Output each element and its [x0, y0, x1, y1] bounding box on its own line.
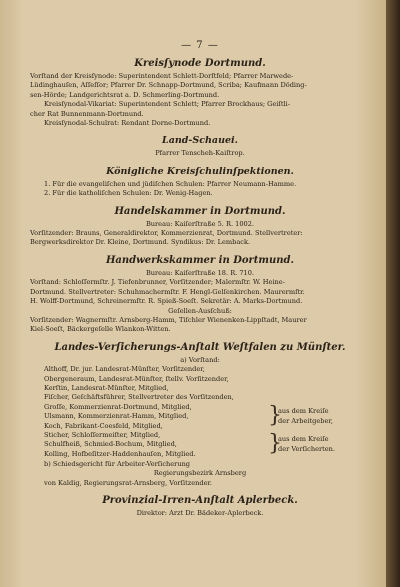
heading-land-schauei: Land-Schauei. — [162, 135, 238, 147]
member-line: Sticher, Schloſſermeiſter, Mitglied, — [44, 430, 161, 439]
brace-note: der Arbeitgeber, — [278, 416, 333, 425]
text-line: H. Wolff-Dortmund, Schreinermſtr. R. Spieß-Soeſt. Sekretär: A. Marks-Dortmund. — [30, 297, 303, 306]
heading-landesversicherung: Landes-Verſicherungs-Anſtalt Weſtfalen zu Münſter. — [54, 341, 346, 353]
brace-note: aus dem Kreiſe — [278, 434, 329, 443]
text-line: Vorſitzender: Wagnermſtr. Arnsberg-Hamm, Tiſchler Wienenken-Lippſtadt, Maurer — [30, 315, 307, 324]
member-line: Obergeneraum, Landesrat-Münſter, ſtellv. Vorſitzender, — [44, 374, 229, 383]
member-line: Groſſe, Kommerzienrat-Dortmund, Mitglied, — [44, 402, 192, 411]
brace-group — [30, 403, 370, 460]
text-line: Vorſtand der Kreisſynode: Superintendent Schlett-Dorſtfeld; Pfarrer Marwede- — [30, 72, 294, 80]
heading-irren-anstalt: Provinzial-Irren-Anſtalt Aplerbeck. — [102, 494, 298, 506]
text-line: Kreisſynodal-Vikariat: Superintendent Schlett; Pfarrer Brockhaus; Geiſtli- — [44, 100, 290, 109]
page-number: — 7 — — [181, 40, 219, 51]
member-line: Kerſtin, Landesrat-Münſter, Mitglied, — [44, 383, 169, 392]
subheading: Geſellen-Ausſchuß: — [168, 306, 232, 315]
heading-kreisschulinspektionen: Königliche Kreisſchulinſpektionen. — [106, 165, 294, 177]
member-line: Althoff, Dr. jur. Landesrat-Münſter, Vorſitzender, — [44, 365, 205, 374]
text-line: 2. Für die katholiſchen Schulen: Dr. Wenig-Hagen. — [44, 189, 213, 198]
text-line: Vorſitzender: Brauns, Generaldirektor, Kommerzienrat, Dortmund. Stellvertreter: — [30, 229, 303, 238]
heading-kreissynode: Kreisſynode Dortmund. — [134, 58, 266, 69]
member-line: Schulfheiß, Schmied-Bochum, Mitglied, — [44, 440, 177, 449]
text-line: Direktor: Arzt Dr. Bädeker-Aplerbeck. — [136, 508, 264, 517]
text-line: Vorſtand: Schloſſermſtr. J. Tiefenbrunner, Vorſitzender; Malermſtr. W. Heine- — [30, 278, 285, 287]
text-line: Dortmund. Stellvertreter: Schuhmachermſtr. F. Hengl-Gelſenkirchen. Maurermſtr. — [30, 287, 305, 296]
text-line: cher Rat Bunnenmann-Dortmund. — [30, 109, 144, 118]
heading-handwerkskammer: Handwerkskammer in Dortmund. — [105, 254, 295, 266]
text-line: Lüdinghauſen, Aſſeſſor; Pfarrer Dr. Schnapp-Dortmund, Scriba; Kaufmann Döding- — [30, 81, 307, 90]
brace-note: der Verſicherten. — [278, 444, 336, 453]
text-line: Bergwerksdirektor Dr. Kleine, Dortmund. Syndikus: Dr. Lemback. — [30, 238, 251, 247]
text-line: Pfarrer Tenscheh-Kaiſtrop. — [155, 149, 245, 158]
text-line: sen-Hörde; Landgerichtsrat a. D. Schmerling-Dortmund. — [30, 90, 220, 99]
brace-icon: } — [268, 402, 282, 428]
subheading: Bureau: Kaiſerſtraße 5. R. 1002. — [145, 219, 255, 228]
text-line: Kreisſynodal-Schulrat: Rendant Dorne-Dortmund. — [44, 119, 211, 128]
brace-icon: } — [268, 430, 282, 456]
subheading: Bureau: Kaiſerſtraße 18. R. 710. — [145, 268, 255, 277]
heading-handelskammer: Handelskammer in Dortmund. — [114, 205, 286, 217]
text-line: von Kaldig, Regierungsrat-Arnsberg, Vorſitzender. — [44, 478, 213, 487]
page-content — [30, 40, 370, 518]
subheading: Regierungsbezirk Arnsberg — [153, 469, 247, 478]
text-line: Kiel-Soeſt, Bäckergeſelle Wlankon-Witten. — [30, 325, 171, 334]
member-line: Koch, Fabrikant-Coesfeld, Mitglied, — [44, 421, 163, 430]
member-line: Ulsmann, Kommerzienrat-Hamm, Mitglied, — [44, 412, 189, 421]
book-binding — [386, 0, 400, 587]
member-line: Fiſcher, Geſchäftsführer, Stellvertreter des Vorſitzenden, — [44, 393, 234, 402]
text-line: 1. Für die evangeliſchen und jüdiſchen Schulen: Pfarrer Neumann-Hamme. — [44, 179, 297, 188]
text-line: b) Schiedsgericht für Arbeiter-Verſicherung — [44, 459, 191, 468]
brace-note: aus dem Kreiſe — [278, 406, 329, 415]
member-line: Kolling, Hofbeſitzer-Haddenhauſen, Mitglied. — [44, 449, 196, 458]
subheading: a) Vorſtand: — [180, 355, 220, 364]
